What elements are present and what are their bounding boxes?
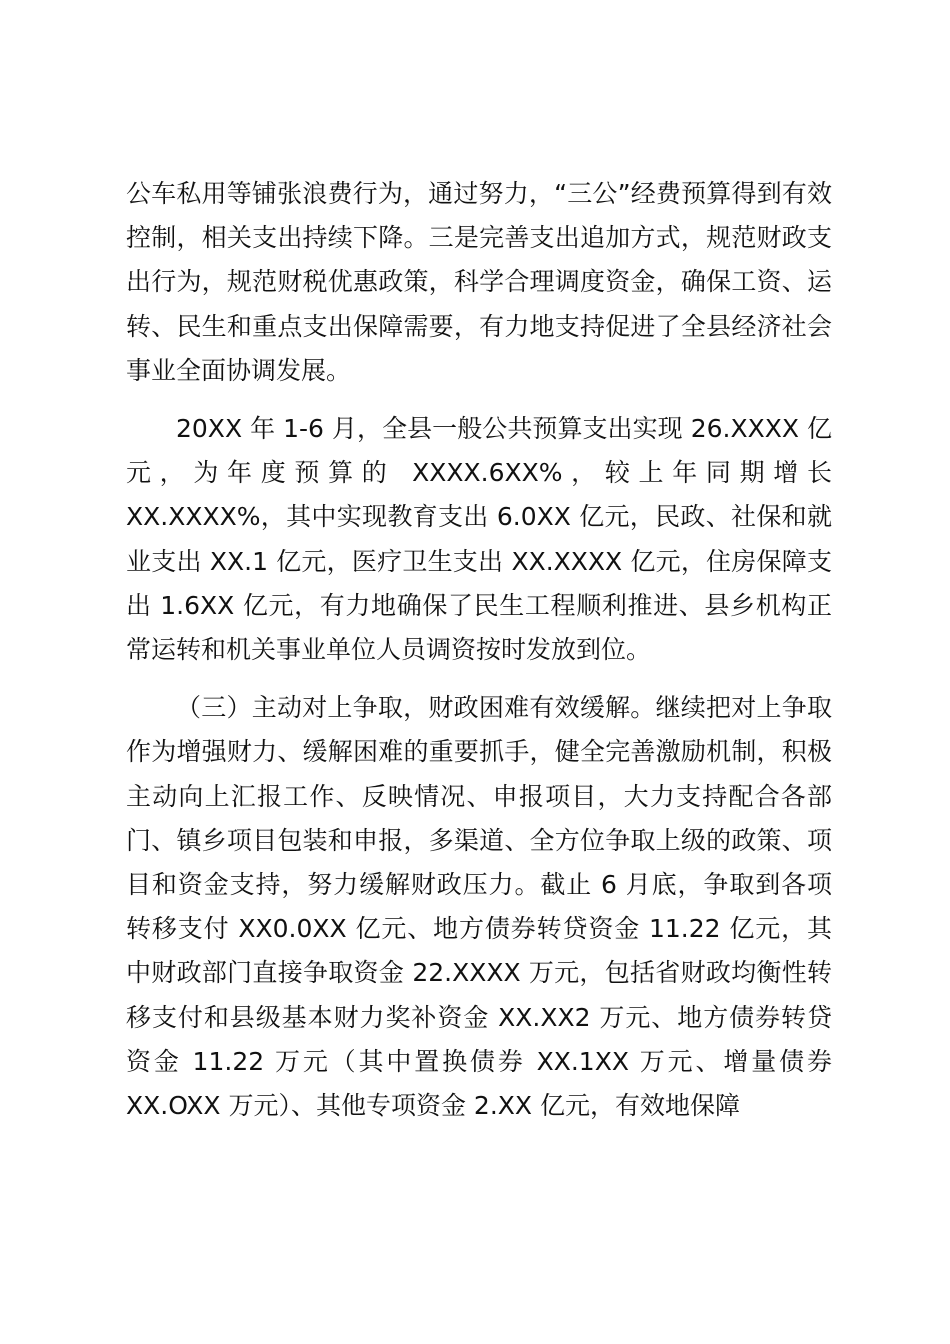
paragraph-1: 公车私用等铺张浪费行为，通过努力，“三公”经费预算得到有效控制，相关支出持续下降。三是完善支出追加方式，规范财政支出行为，规范财税优惠政策，科学合理调度资金，确保工资、运转、民生和重点支出保障需要，有力地支持促进了全县经济社会事业全面协调发展。 (126, 179, 832, 385)
paragraph-2: 20XX 年 1-6 月，全县一般公共预算支出实现 26.XXXX 亿元，为年度预算的 XXXX.6XX%，较上年同期增长 XX.XXXX%，其中实现教育支出 6.0XX 亿元，民政、社保和就业支出 XX.1 亿元，医疗卫生支出 XX.XXXX 亿元，住房保障支出 1.6XX 亿元，有力地确保了民生工程顺利推进、县乡机构正常运转和机关事业单位人员调资按时发放到位。 (126, 414, 832, 665)
paragraph-3: （三）主动对上争取，财政困难有效缓解。继续把对上争取作为增强财力、缓解困难的重要抓手，健全完善激励机制，积极主动向上汇报工作、反映情况、申报项目，大力支持配合各部门、镇乡项目包装和申报，多渠道、全方位争取上级的政策、项目和资金支持，努力缓解财政压力。截止 6 月底，争取到各项转移支付 XX0.0XX 亿元、地方债券转贷资金 11.22 亿元，其中财政部门直接争取资金 22.XXXX 万元，包括省财政均衡性转移支付和县级基本财力奖补资金 XX.XX2 万元、地方债券转贷资金 11.22 万元（其中置换债券 XX.1XX 万元、增量债券 XX.OXX 万元）、其他专项资金 2.XX 亿元，有效地保障 (126, 693, 832, 1121)
document-body (126, 172, 832, 1142)
